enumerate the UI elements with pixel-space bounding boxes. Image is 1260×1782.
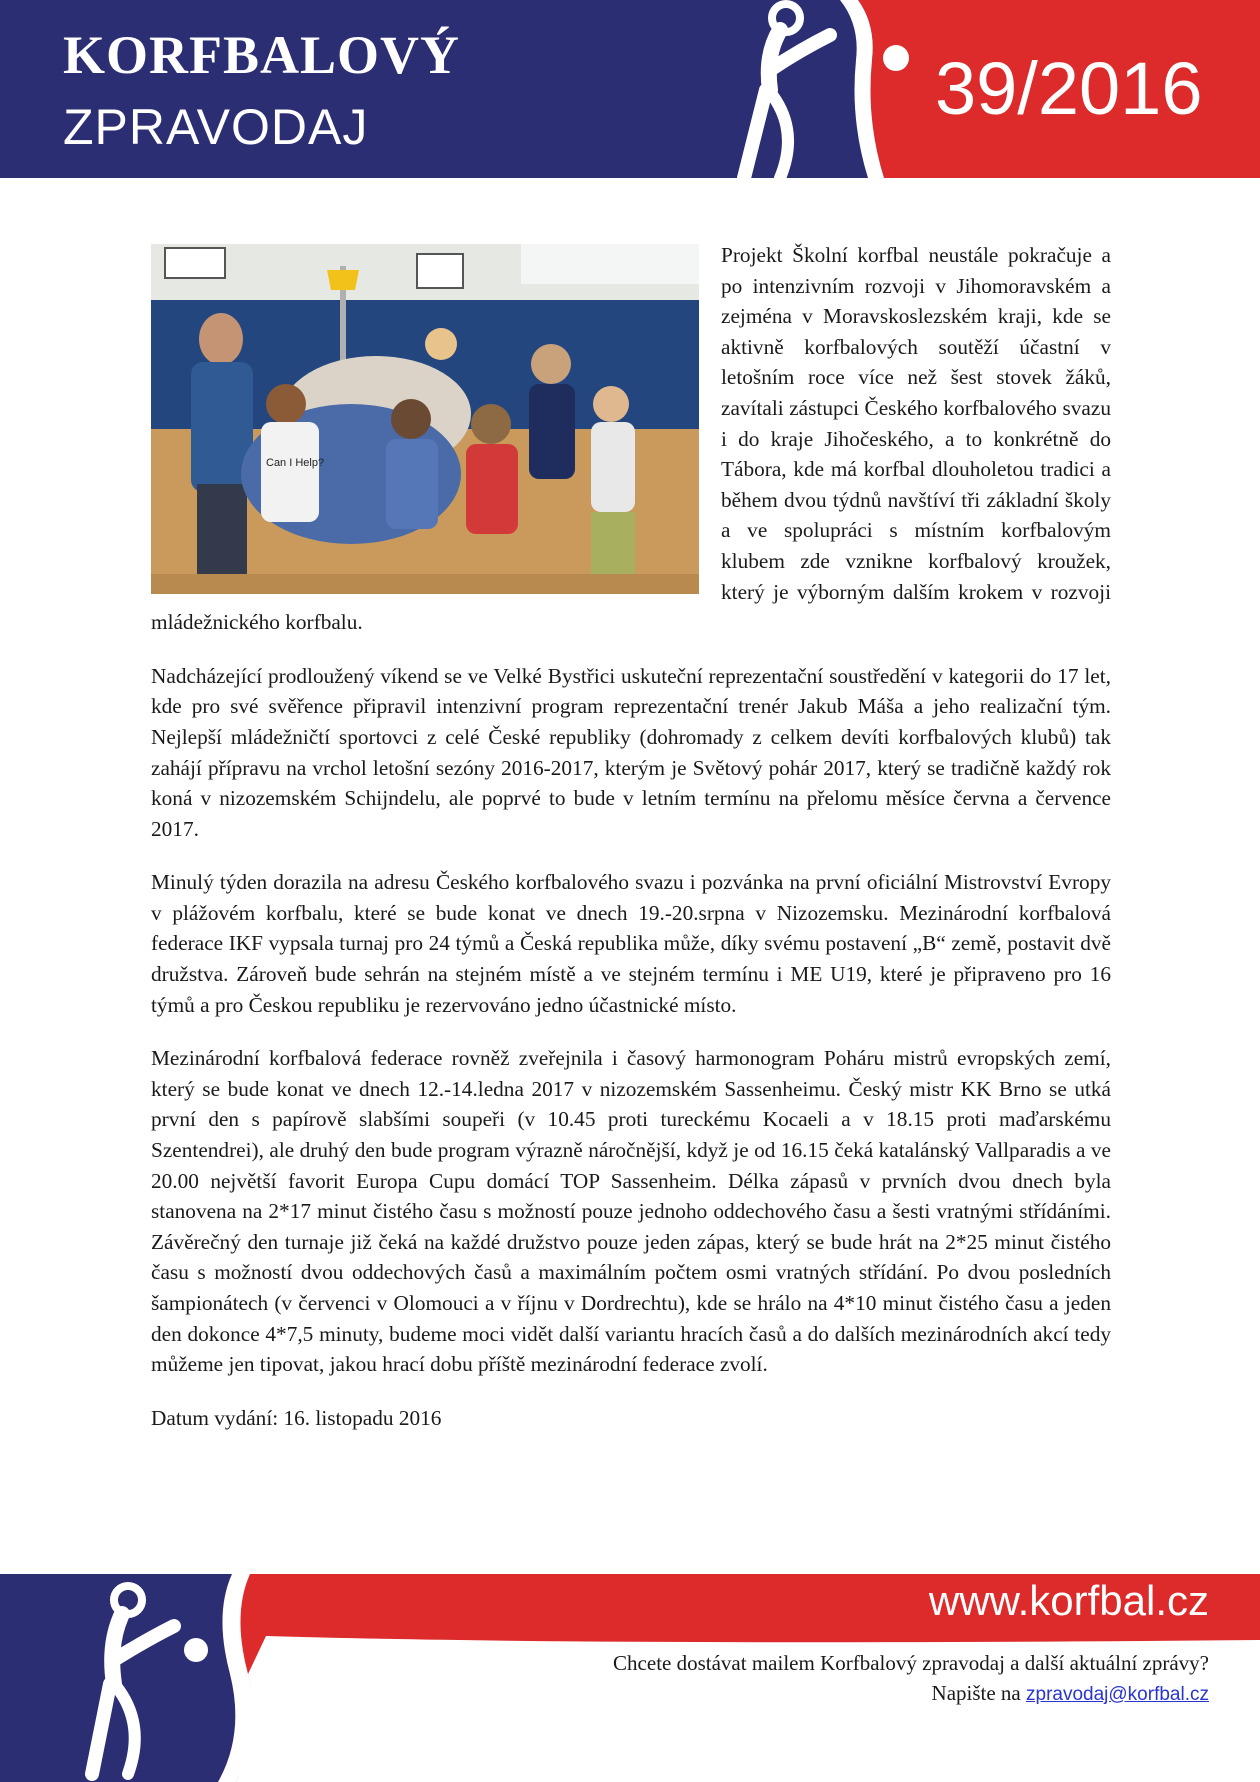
- subscribe-question: Chcete dostávat mailem Korfbalový zpravodaj a další aktuální zprávy?: [613, 1651, 1209, 1675]
- article-paragraph: [151, 240, 1111, 638]
- masthead-title: KORFBALOVÝ: [63, 25, 461, 85]
- paragraph-1-text: Projekt Školní korfbal neustále pokračuje a po intenzivním rozvoji v Jihomoravském a zejména v Moravskoslezském kraji, kde se aktivně korfbalových soutěží účastní v letošním roce více než šest stovek žáků, zavítali zástupci Českého korfbalového svazu i do kraje Jihočeského, a to konkrétně do Tábora, kde má korfbal dlouholetou tradici a během dvou týdnů navštíví tři základní školy a ve spolupráci s místním korfbalovým klubem zde vznikne korfbalový kroužek, který je výborným dalším krokem v rozvoji mládežnického korfbalu.: [151, 243, 1111, 635]
- issue-number: 39/2016: [935, 47, 1203, 130]
- issue-date: Datum vydání: 16. listopadu 2016: [151, 1405, 442, 1430]
- masthead-subtitle: ZPRAVODAJ: [63, 99, 369, 155]
- subscribe-prefix: Napište na: [931, 1681, 1027, 1705]
- article-paragraph: Mezinárodní korfbalová federace rovněž zveřejnila i časový harmonogram Poháru mistrů evropských zemí, který se bude konat ve dnech 12.-14.ledna 2017 v nizozemském Sassenheimu. Český mistr KK Brno se utká první den s papírově slabšími soupeři (v 10.45 proti tureckému Kocaeli a v 18.15 proti maďarskému Szentendrei), ale druhý den bude program výrazně náročnější, když je od 16.15 čeká katalánský Vallparadis a ve 20.00 největší favorit Europa Cupu domácí TOP Sassenheim. Délka zápasů v prvních dvou dnech byla stanovena na 2*17 minut čistého času s možností pouze jednoho oddechového času a šesti vratnými střídáními. Závěrečný den turnaje již čeká na každé družstvo pouze jeden zápas, který se bude hrát na 2*25 minut čistého času s možností dvou oddechových časů a maximálním počtem osmi vratných střídání. Po dvou posledních šampionátech (v červenci v Olomouci a v říjnu v Dordrechtu), kde se hrálo na 4*10 minut čistého času a jeden den dokonce 4*7,5 minuty, budeme moci vidět další variantu hracích časů a do dalších mezinárodních akcí tedy můžeme jen tipovat, jakou hrací dobu příště mezinárodní federace zvolí.: [151, 1046, 1111, 1377]
- email-link[interactable]: zpravodaj@korfbal.cz: [1026, 1684, 1209, 1705]
- article-paragraph: Minulý týden dorazila na adresu Českého korfbalového svazu i pozvánka na první oficiální Mistrovství Evropy v plážovém korfbalu, které se bude konat ve dnech 19.-20.srpna v Nizozemsku. Mezinárodní korfbalová federace IKF vypsala turnaj pro 24 týmů a Česká republika může, díky svému postavení „B“ země, postavit dvě družstva. Zároveň bude sehrán na stejném místě a ve stejném termínu i ME U19, které je připraveno pro 16 týmů a pro Českou republiku je rezervováno jedno účastnické místo.: [151, 870, 1111, 1017]
- gym-children-photo: [151, 244, 699, 594]
- subscribe-instruction: [613, 1678, 1209, 1710]
- article-body: [151, 240, 1111, 1456]
- subscribe-callout: [613, 1648, 1209, 1710]
- article-paragraph: Nadcházející prodloužený víkend se ve Velké Bystřici uskuteční reprezentační soustředění v kategorii do 17 let, kde pro své svěřence připravil intenzivní program reprezentační trenér Jakub Máša a jeho realizační tým. Nejlepší mládežničtí sportovci z celé České republiky (dohromady z celkem devíti korfbalových klubů) tak zahájí přípravu na vrchol letošní sezóny 2016-2017, kterým je Světový pohár 2017, který se tradičně každý rok koná v nizozemském Schijndelu, ale poprvé to bude v letním termínu na přelomu měsíce června a července 2017.: [151, 663, 1111, 841]
- website-url: www.korfbal.cz: [928, 1577, 1209, 1624]
- shirt-text: Can I Help?: [266, 457, 325, 469]
- masthead: [0, 0, 1260, 178]
- article-photo: [151, 244, 699, 594]
